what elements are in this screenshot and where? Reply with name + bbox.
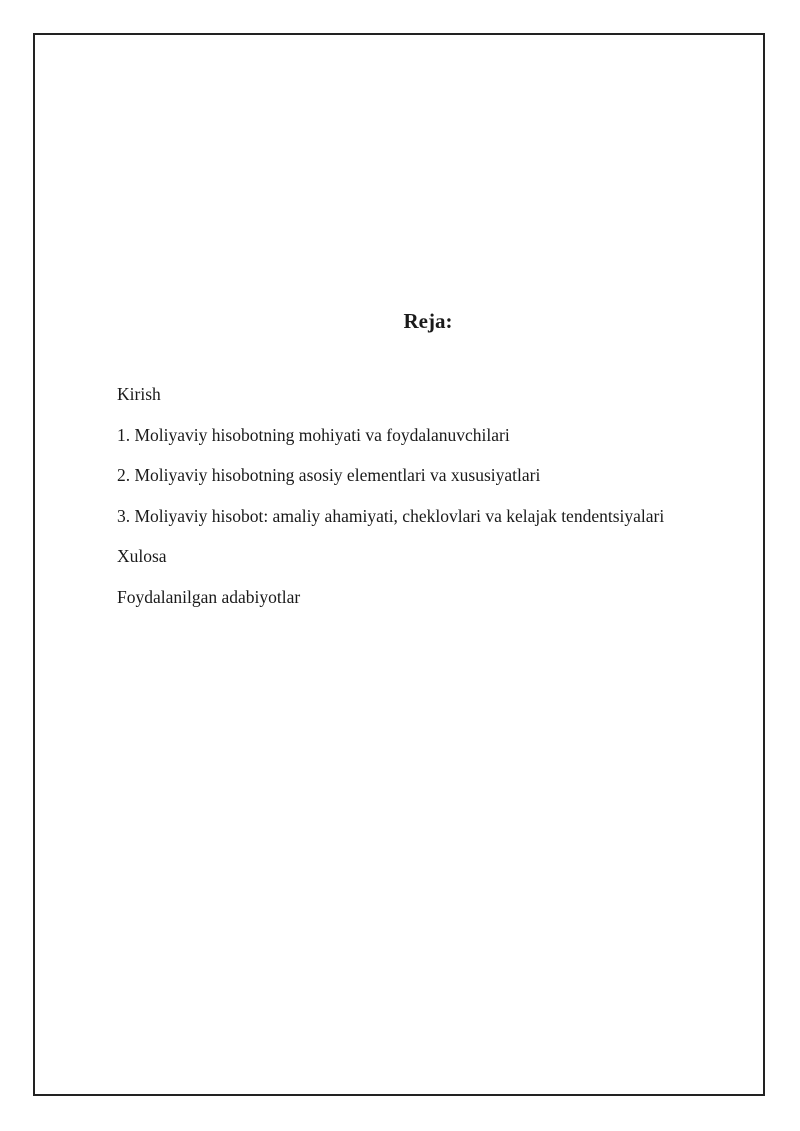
plan-item-references: Foydalanilgan adabiyotlar bbox=[117, 586, 301, 607]
page-frame bbox=[33, 33, 765, 1096]
plan-item-section-1: 1. Moliyaviy hisobotning mohiyati va foydalanuvchilari bbox=[117, 424, 510, 445]
page-title: Reja: bbox=[403, 309, 453, 333]
plan-item-conclusion: Xulosa bbox=[117, 546, 167, 567]
plan-item-section-3: 3. Moliyaviy hisobot: amaliy ahamiyati, cheklovlari va kelajak tendentsiyalari bbox=[117, 505, 665, 526]
plan-item-section-2: 2. Moliyaviy hisobotning asosiy elementlari va xususiyatlari bbox=[117, 465, 541, 486]
plan-item-introduction: Kirish bbox=[117, 384, 161, 404]
plan-list bbox=[117, 383, 664, 627]
